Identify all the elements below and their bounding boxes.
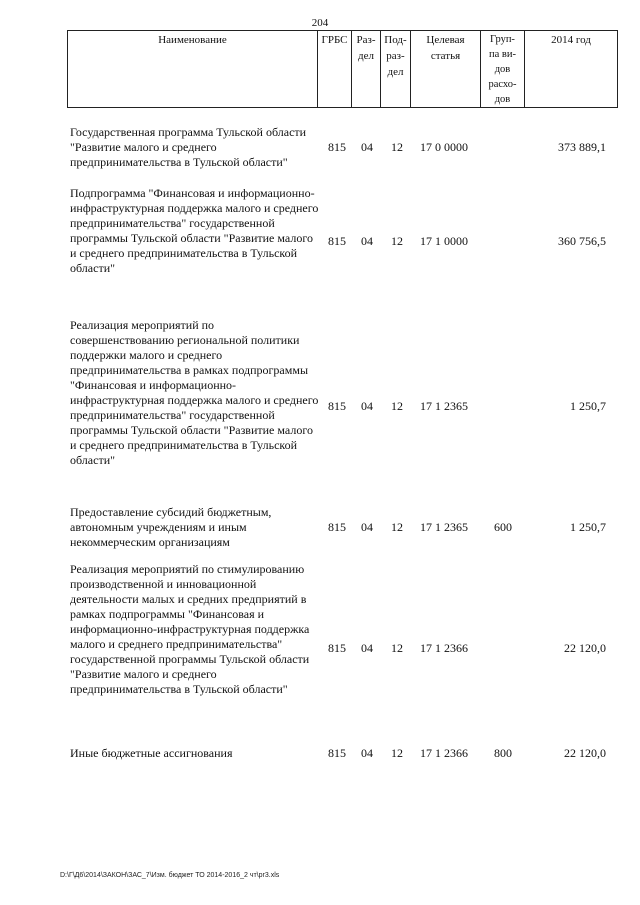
row-razdel: 04: [361, 746, 373, 760]
row-podrazdel: 12: [391, 234, 403, 248]
row-razdel: 04: [361, 399, 373, 413]
row-grbs: 815: [328, 399, 346, 413]
row-celevaya: 17 1 2365: [420, 520, 468, 534]
table-row: [67, 562, 618, 734]
row-amount: 373 889,1: [558, 140, 606, 154]
row-amount: 1 250,7: [570, 520, 606, 534]
row-celevaya: 17 1 2365: [420, 399, 468, 413]
header-grbs: ГРБС: [318, 31, 352, 107]
header-razdel: Раз- дел: [352, 31, 381, 107]
row-celevaya: 17 0 0000: [420, 140, 468, 154]
row-name: Реализация мероприятий по совершенствованию региональной политики поддержки малого и среднего предпринимательства в рамках подпрограммы "Финансовая и информационно-инфраструктурная поддержка малого и среднего предпринимательства" государственной программы Тульской области "Развитие малого и среднего предпринимательства в Тульской области": [70, 318, 319, 467]
row-razdel: 04: [361, 234, 373, 248]
header-podrazdel: Под- раз- дел: [381, 31, 411, 107]
row-podrazdel: 12: [391, 140, 403, 154]
table-header: [67, 30, 618, 108]
table-row: [67, 125, 618, 173]
table-row: [67, 746, 618, 762]
row-podrazdel: 12: [391, 399, 403, 413]
footer-file-path: D:\Г\Д6\2014\ЗАКОН\ЗАС_7\Изм. бюджет ТО 2014-2016_2 чт\pr3.xls: [60, 872, 280, 879]
row-podrazdel: 12: [391, 520, 403, 534]
row-celevaya: 17 1 0000: [420, 234, 468, 248]
row-celevaya: 17 1 2366: [420, 641, 468, 655]
row-grbs: 815: [328, 140, 346, 154]
row-razdel: 04: [361, 641, 373, 655]
row-podrazdel: 12: [391, 641, 403, 655]
row-gruppa: 800: [494, 746, 512, 760]
header-year: 2014 год: [551, 34, 591, 46]
row-amount: 360 756,5: [558, 234, 606, 248]
header-name: Наименование: [68, 31, 318, 107]
row-amount: 22 120,0: [564, 746, 606, 760]
row-grbs: 815: [328, 520, 346, 534]
row-grbs: 815: [328, 746, 346, 760]
row-amount: 22 120,0: [564, 641, 606, 655]
table-row: [67, 505, 618, 553]
table-row: [67, 318, 618, 490]
row-name: Реализация мероприятий по стимулированию производственной и инновационной деятельности малых и средних предприятий в рамках подпрограммы "Финансовая и информационно-инфраструктурная поддержка малого и среднего предпринимательства" государственной программы Тульской области "Развитие малого и среднего предпринимательства в Тульской области": [70, 562, 310, 696]
row-gruppa: 600: [494, 520, 512, 534]
row-amount: 1 250,7: [570, 399, 606, 413]
page-number: 204: [311, 17, 329, 29]
row-name: Иные бюджетные ассигнования: [70, 746, 233, 760]
header-celevaya: Целевая статья: [411, 31, 481, 107]
row-razdel: 04: [361, 520, 373, 534]
header-gruppa: Груп- па ви- дов расхо- дов: [481, 31, 525, 107]
table-row: [67, 186, 618, 296]
row-name: Подпрограмма "Финансовая и информационно-инфраструктурная поддержка малого и среднего предпринимательства" государственной программы Тульской области "Развитие малого и среднего предпринимательства в Тульской области": [70, 186, 319, 275]
row-grbs: 815: [328, 234, 346, 248]
row-podrazdel: 12: [391, 746, 403, 760]
row-name: Государственная программа Тульской области "Развитие малого и среднего предпринимательства в Тульской области": [70, 125, 307, 169]
row-celevaya: 17 1 2366: [420, 746, 468, 760]
row-grbs: 815: [328, 641, 346, 655]
row-name: Предоставление субсидий бюджетным, автономным учреждениям и иным некоммерческим организациям: [70, 505, 272, 549]
row-razdel: 04: [361, 140, 373, 154]
